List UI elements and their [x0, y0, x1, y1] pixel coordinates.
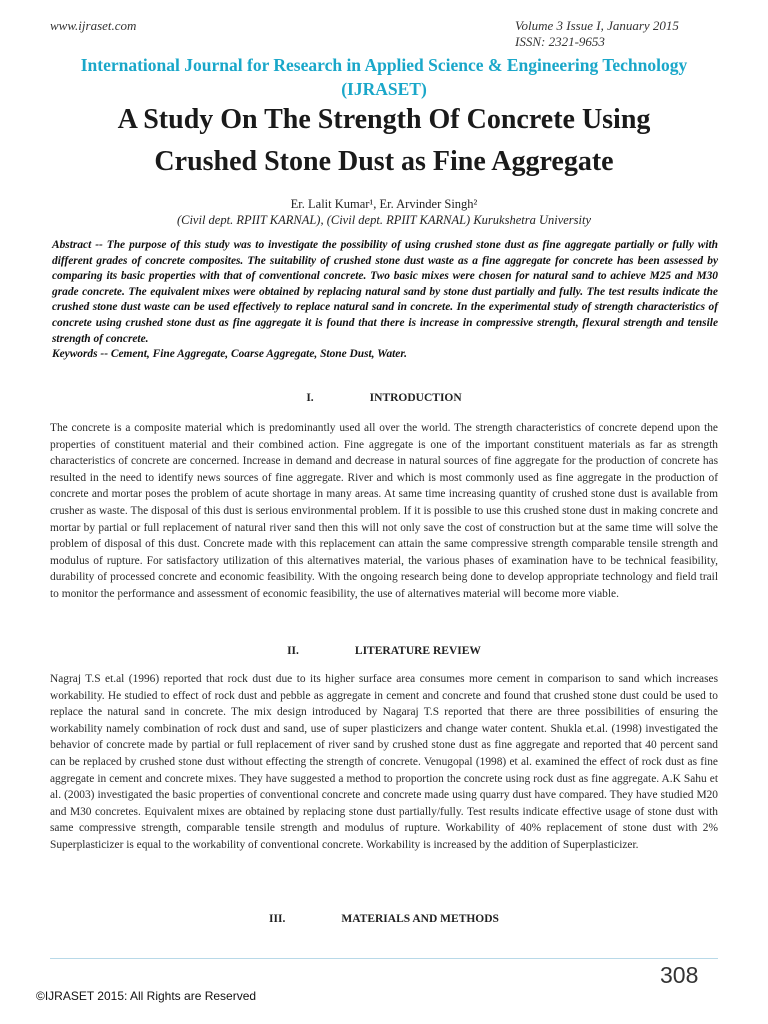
paper-title-line-2: Crushed Stone Dust as Fine Aggregate [154, 146, 614, 177]
literature-review-body [50, 671, 718, 854]
volume-issue: Volume 3 Issue I, January 2015 [515, 18, 679, 33]
section-heading-literature-review [0, 645, 768, 657]
section-number: III. [269, 913, 286, 925]
journal-name: International Journal for Research in Applied Science & Engineering Technology (IJRASET) [80, 55, 688, 99]
section-title: INTRODUCTION [369, 392, 462, 404]
journal-website: www.ijraset.com [50, 18, 137, 33]
keywords: Keywords -- Cement, Fine Aggregate, Coarse Aggregate, Stone Dust, Water. [52, 348, 408, 361]
paragraph: The concrete is a composite material which is predominantly used all over the world. The strength characteristics of concrete depend upon the properties of constituent material and their combined action. Fine aggregate is one of the important constituent materials as far as strength characteristics of concrete are concerned. Increase in demand and decrease in natural sources of fine aggregate for the production of concrete has resulted in the need to identify news sources of fine aggregate. River and which is most commonly used as fine aggregate in the production of concrete and mortar poses the problem of acute shortage in many areas. At same time increasing quantity of crushed stone dust is available from crusher as waste. The disposal of this dust is serious environmental problem. If it is possible to use this crushed stone dust in making concrete and mortar by partial or full replacement of natural river sand then this will not only save the cost of construction but at the same time will solve the problem of disposal of this dust. Concrete made with this replacement can attain the same compressive strength comparable tensile strength and modulus of rupture. For satisfactory utilization of this alternatives material, the various phases of examination have to be technical feasibility, durability of processed concrete and economic feasibility. With the ongoing research being done to develop appropriate technology and field trail to monitor the performance and assessment of economic feasibility, the use of alternatives material will become more viable. [50, 422, 718, 600]
section-number: II. [287, 645, 299, 657]
authors: Er. Lalit Kumar¹, Er. Arvinder Singh² [290, 197, 478, 211]
section-title: LITERATURE REVIEW [354, 645, 481, 657]
affiliation: (Civil dept. RPIIT KARNAL), (Civil dept. RPIIT KARNAL) Kurukshetra University [176, 213, 592, 227]
section-title: MATERIALS AND METHODS [341, 913, 499, 925]
introduction-body [50, 420, 718, 603]
copyright: ©IJRASET 2015: All Rights are Reserved [36, 989, 257, 1003]
paper-title [30, 99, 738, 183]
section-heading-materials-methods [0, 913, 768, 925]
section-heading-introduction [0, 392, 768, 404]
page-number: 308 [660, 962, 699, 988]
paper-title-line-1: A Study On The Strength Of Concrete Using [117, 104, 651, 135]
footer-rule [50, 958, 718, 959]
issn: ISSN: 2321-9653 [515, 34, 605, 49]
abstract: Abstract -- The purpose of this study was to investigate the possibility of using crushed stone dust as fine aggregate partially or fully with different grades of concrete composites. The suitability of crushed stone dust waste as a fine aggregate for concrete has been assessed by comparing its basic properties with that of conventional concrete. Two basic mixes were chosen for natural sand to achieve M25 and M30 grade concrete. The equivalent mixes were obtained by replacing natural sand by stone dust partially and fully. The test results indicate the crushed stone dust waste can be used effectively to replace natural sand in concrete. In the experimental study of strength characteristics of concrete using crushed stone dust as fine aggregate it is found that there is increase in compressive strength, flexural strength and tensile strength of concrete. [52, 239, 718, 345]
paragraph: Nagraj T.S et.al (1996) reported that rock dust due to its higher surface area consumes more cement in comparison to sand which increases workability. He studied to effect of rock dust and pebble as aggregate in cement and concrete and found that crushed stone dust could be used to replace the natural sand in concrete. The mix design introduced by Nagaraj T.S reported that there are three possibilities of ensuring the workability namely combination of rock dust and sand, use of super plasticizers and change water content. Shukla et.al. (1998) investigated the behavior of concrete made by partial or full replacement of river sand by crushed stone dust as fine aggregate and reported that 40 percent sand can be replaced by crushed stone dust without effecting the strength of concrete. Venugopal (1998) et al. examined the effect of rock dust as fine aggregate in cement and concrete mixes. They have suggested a method to proportion the concrete using rock dust as fine aggregate. A.K Sahu et al. (2003) investigated the basic properties of conventional concrete and concrete made using quarry dust have compared. They have studied M20 and M30 concretes. Equivalent mixes are obtained by replacing stone dust partially/fully. Test results indicate effective usage of stone dust with same compressive strength, comparable tensile strength and modulus of rupture. Workability of 40% replacement of stone dust with 2% Superplasticizer is equal to the workability of conventional concrete. Workability is increased by the addition of Superplasticizer. [50, 673, 718, 851]
issue-info [515, 18, 679, 50]
section-number: I. [306, 392, 314, 404]
abstract-block [52, 238, 718, 363]
